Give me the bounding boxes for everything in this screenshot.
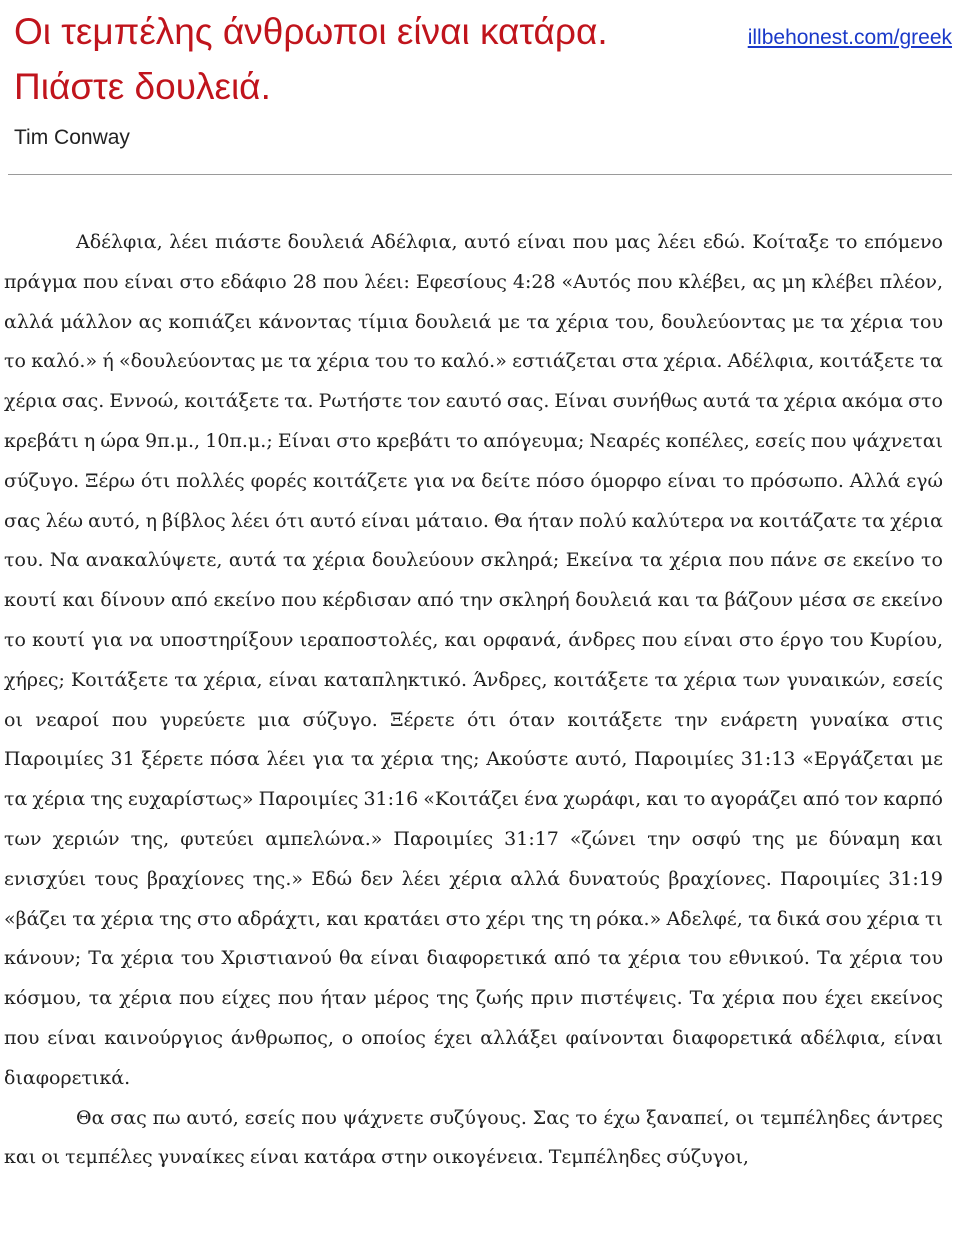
document-header xyxy=(0,0,960,175)
article-body xyxy=(4,223,943,1178)
paragraph: Αδέλφια, λέει πιάστε δουλειά Αδέλφια, αυτό είναι που μας λέει εδώ. Κοίταξε το επόμενο πράγμα που είναι στο εδάφιο 28 που λέει: Εφεσίους 4:28 «Αυτός που κλέβει, ας μη κλέβει πλέον, αλλά μάλλον ας κοπιάζει κάνοντας τίμια δουλειά με τα χέρια του, δουλεύοντας με τα χέρια του το καλό.» ή «δουλεύοντας με τα χέρια του το καλό.» εστιάζεται στα χέρια. Αδέλφια, κοιτάξετε τα χέρια σας. Εννοώ, κοιτάξετε τα. Ρωτήστε τον εαυτό σας. Είναι συνήθως αυτά τα χέρια ακόμα στο κρεβάτι η ώρα 9π.μ., 10π.μ.; Είναι στο κρεβάτι το απόγευμα; Νεαρές κοπέλες, εσείς που ψάχνεται σύζυγο. Ξέρω ότι πολλές φορές κοιτάζετε για να δείτε πόσο όμορφο είναι το πρόσωπο. Αλλά εγώ σας λέω αυτό, η βίβλος λέει ότι αυτό είναι μάταιο. Θα ήταν πολύ καλύτερα να κοιτάζατε τα χέρια του. Να ανακαλύψετε, αυτά τα χέρια δουλεύουν σκληρά; Εκείνα τα χέρια που πάνε σε εκείνο το κουτί και δίνουν από εκείνο που κέρδισαν από την σκληρή δουλειά και τα βάζουν μέσα σε εκείνο το κουτί για να υποστηρίξουν ιεραποστολές, και ορφανά, άνδρες που είναι στο έργο του Κυρίου, χήρες; Κοιτάξετε τα χέρια, είναι καταπληκτικό. Άνδρες, κοιτάξετε τα χέρια των γυναικών, εσείς οι νεαροί που γυρεύετε μια σύζυγο. Ξέρετε ότι όταν κοιτάξετε την ενάρετη γυναίκα στις Παροιμίες 31 ξέρετε πόσα λέει για τα χέρια της; Ακούστε αυτό, Παροιμίες 31:13 «Εργάζεται με τα χέρια της ευχαρίστως» Παροιμίες 31:16 «Κοιτάζει ένα χωράφι, και το αγοράζει από τον καρπό των χεριών της, φυτεύει αμπελώνα.» Παροιμίες 31:17 «ζώνει την οσφύ της με δύναμη και ενισχύει τους βραχίονες της.» Εδώ δεν λέει χέρια αλλά δυνατούς βραχίονες. Παροιμίες 31:19 «βάζει τα χέρια της στο αδράχτι, και κρατάει στο χέρι της τη ρόκα.» Αδελφέ, τα δικά σου χέρια τι κάνουν; Τα χέρια του Χριστιανού θα είναι διαφορετικά από τα χέρια του εθνικού. Τα χέρια του κόσμου, τα χέρια που είχες που ήταν μέρος της ζωής πριν πιστέψεις. Τα χέρια που έχει εκείνος που είναι καινούργιος άνθρωπος, ο οποίος έχει αλλάξει φαίνονται διαφορετικά αδέλφια, είναι διαφορετικά. xyxy=(4,231,943,1089)
document-title: Οι τεμπέλης άνθρωποι είναι κατάρα. Πιάστε δουλειά. xyxy=(14,11,608,107)
author-name: Tim Conway xyxy=(14,126,130,149)
header-divider xyxy=(8,174,952,175)
paragraph: Θα σας πω αυτό, εσείς που ψάχνετε συζύγους. Σας το έχω ξαναπεί, οι τεμπέληδες άντρες και οι τεμπέλες γυναίκες είναι κατάρα στην οικογένεια. Τεμπέληδες σύζυγοι, xyxy=(4,1106,943,1169)
site-link[interactable]: illbehonest.com/greek xyxy=(747,26,952,49)
